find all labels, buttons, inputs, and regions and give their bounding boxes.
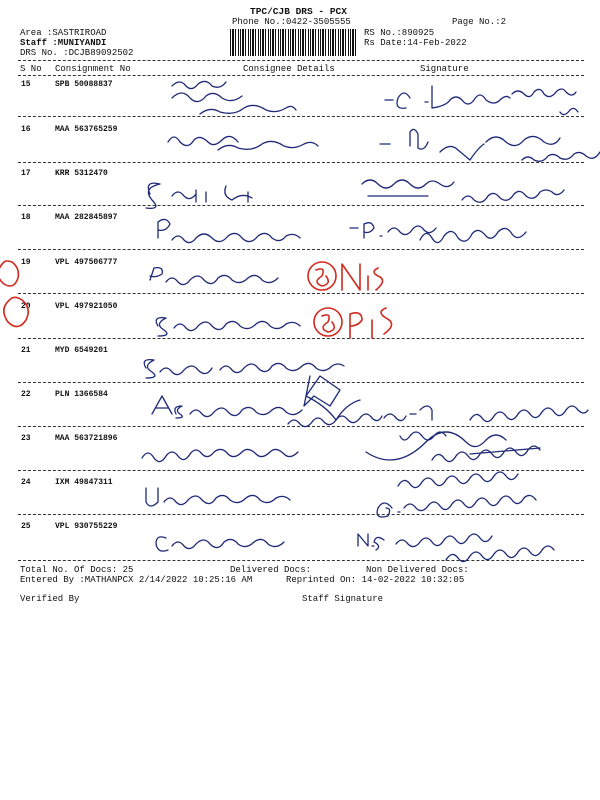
phone-number: Phone No.:0422-3505555 (232, 17, 351, 27)
col-signature: Signature (420, 64, 469, 74)
row-sno: 15 (21, 80, 31, 89)
delivered-docs: Delivered Docs: (230, 565, 312, 575)
handwriting-row-22 (152, 376, 588, 427)
row-consignment: KRR 5312470 (55, 169, 108, 178)
handwriting-row-18 (158, 219, 526, 242)
col-consignee: Consignee Details (243, 64, 335, 74)
row-sno: 21 (21, 346, 31, 355)
report-title: TPC/CJB DRS - PCX (250, 6, 347, 17)
staff-signature: Staff Signature (302, 594, 384, 604)
row-consignment: PLN 1366584 (55, 390, 108, 399)
handwriting-row-20 (156, 308, 391, 338)
rs-number: RS No.:890925 (364, 28, 435, 38)
total-docs: Total No. Of Docs: 25 (20, 565, 134, 575)
row-consignment: IXM 49847311 (55, 478, 113, 487)
row-consignment: MAA 563721896 (55, 434, 118, 443)
handwriting-row-23 (142, 432, 540, 462)
handwriting-row-16 (168, 129, 600, 161)
row-sno: 19 (21, 258, 31, 267)
rs-date: Rs Date:14-Feb-2022 (364, 38, 467, 48)
row-sno: 18 (21, 213, 31, 222)
drs-number: DRS No. :DCJB89092502 (20, 48, 134, 58)
row-sno: 22 (21, 390, 31, 399)
page-number: Page No.:2 (452, 17, 507, 27)
row-sno: 17 (21, 169, 31, 178)
hand-circle-marks (0, 261, 28, 327)
row-sno: 24 (21, 478, 31, 487)
row-sno: 16 (21, 125, 31, 134)
row-consignment: MAA 563765259 (55, 125, 118, 134)
row-sno: 20 (21, 302, 31, 311)
area-label: Area :SASTRIROAD (20, 28, 107, 38)
row-consignment: VPL 930755229 (55, 522, 118, 531)
entered-by: Entered By :MATHANPCX 2/14/2022 10:25:16 AM (20, 575, 253, 585)
row-consignment: MYD 6549201 (55, 346, 108, 355)
handwriting-row-15 (172, 81, 578, 114)
row-consignment: MAA 282845897 (55, 213, 118, 222)
row-sno: 23 (21, 434, 31, 443)
row-sno: 25 (21, 522, 31, 531)
col-sno: S No (20, 64, 42, 74)
reprinted-on: Reprinted On: 14-02-2022 10:32:05 (286, 575, 465, 585)
col-consignment: Consignment No (55, 64, 131, 74)
row-consignment: VPL 497921050 (55, 302, 118, 311)
row-consignment: VPL 497506777 (55, 258, 118, 267)
non-delivered-docs: Non Delivered Docs: (366, 565, 469, 575)
staff-label: Staff :MUNIYANDI (20, 38, 107, 48)
verified-by: Verified By (20, 594, 80, 604)
handwriting-row-19 (150, 262, 383, 290)
handwriting-row-24 (146, 472, 536, 517)
handwriting-row-17 (146, 180, 564, 208)
row-consignment: SPB 50088837 (55, 80, 113, 89)
handwriting-row-25 (156, 534, 554, 562)
handwriting-row-21 (144, 360, 344, 378)
